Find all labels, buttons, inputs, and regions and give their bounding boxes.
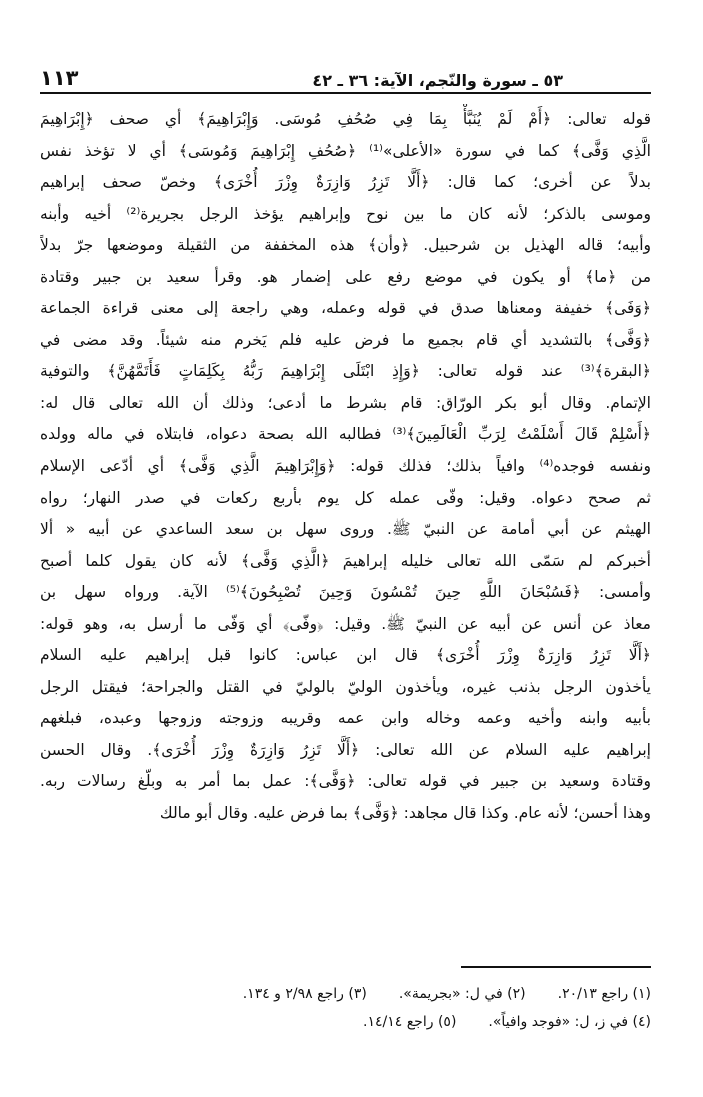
main-text xyxy=(40,104,651,830)
page-header xyxy=(40,60,651,90)
header-divider xyxy=(40,92,651,94)
text-line: ثم صحح دعواه. وقيل: وفّى عمله كل يوم بأربع ركعات في صدر النهار؛ رواه xyxy=(40,488,651,507)
footnote-3: (٣) راجع ٢/٩٨ و ١٣٤. xyxy=(242,986,367,1002)
text-line: الهيثم عن أبي أمامة عن النبيّ ﷺ. وروى سهل بن سعد الساعدي عن أبيه « ألا xyxy=(40,520,651,539)
footnote-divider xyxy=(461,966,651,968)
text-line: الإتمام. وقال أبو بكر الورّاق: قام بشرط ما أدعى؛ وذلك أن الله تعالى قال له: xyxy=(40,393,651,412)
text-line: وقتادة وسعيد بن جبير في قوله تعالى: ﴿وَفَّى﴾: عمل بما أمر به وبلّغ رسالات ربه. xyxy=(40,772,651,791)
text-line: من ﴿ما﴾ أو يكون في موضع رفع على إضمار هو. وقرأ سعيد بن جبير وقتادة xyxy=(40,267,651,286)
text-line: وأمسى: ﴿فَسُبْحَانَ اللَّهِ حِينَ تُمْسُونَ وَحِينَ تُصْبِحُونَ﴾⁽⁵⁾ الآية. ورواه سهل بن xyxy=(40,583,651,602)
text-line: يأخذون الرجل بذنب غيره، ويأخذون الوليّ بالوليّ في القتل والجراحة؛ فيقتل الرجل xyxy=(40,677,651,696)
footnote-row xyxy=(40,980,651,1008)
text-line: إبراهيم عليه السلام عن الله تعالى: ﴿أَلَّا تَزِرُ وَازِرَةٌ وِزْرَ أُخْرَى﴾. وقال الحسن xyxy=(40,740,651,759)
text-line: معاذ عن أنس عن أبيه عن النبيّ ﷺ. وقيل: ﴿وفّى﴾ أي وَفّى ما أرسل به، وهو قوله: xyxy=(40,614,651,633)
text-line: ﴿أَسْلِمْ قَالَ أَسْلَمْتُ لِرَبِّ الْعَالَمِينَ﴾⁽³⁾ فطالبه الله بصحة دعواه، فابتلاه في ماله وولده xyxy=(40,425,651,444)
text-line: ﴿وَفَّى﴾ بالتشديد أي قام بجميع ما فرض عليه فلم يَخرم منه شيئاً. وقد مضى في xyxy=(40,330,651,349)
text-line: ونفسه فوجده⁽⁴⁾ وافياً بذلك؛ فذلك قوله: ﴿وَإِبْرَاهِيمَ الَّذِي وَفَّى﴾ أي أدّعى الإسلام xyxy=(40,457,651,476)
text-line: الَّذِي وَفَّى﴾ كما في سورة «الأعلى»⁽¹⁾ ﴿صُحُفِ إِبْرَاهِيمَ وَمُوسَى﴾ أي لا تؤخذ نفس xyxy=(40,141,651,160)
text-line: وموسى بالذكر؛ لأنه كان ما بين نوح وإبراهيم يؤخذ الرجل بجريرة⁽²⁾ أخيه وأبنه xyxy=(40,204,651,223)
text-line: ﴿البقرة﴾⁽³⁾ عند قوله تعالى: ﴿وَإِذِ ابْتَلَى إِبْرَاهِيمَ رَبُّهُ بِكَلِمَاتٍ فَأَتَمَّهُنَّ﴾ والتوفية xyxy=(40,362,651,381)
page-number: ١١٣ xyxy=(40,66,79,90)
text-line: ﴿وَفَى﴾ خفيفة ومعناها صدق في قوله وعمله، وهي راجعة إلى معنى قراءة الجماعة xyxy=(40,299,651,318)
footnote-row xyxy=(40,1008,651,1036)
footnote-2: (٢) في ل: «بجريمة». xyxy=(398,986,526,1002)
running-title: ٥٣ ـ سورة والنّجم، الآية: ٣٦ ـ ٤٢ xyxy=(312,71,563,90)
footnote-5: (٥) راجع ١٤/١٤. xyxy=(363,1014,457,1030)
footnote-4: (٤) في ز، ل: «فوجد وافياً». xyxy=(488,1014,651,1030)
footnotes xyxy=(40,980,651,1036)
text-line: ﴿أَلَّا تَزِرُ وَازِرَةٌ وِزْرَ أُخْرَى﴾ قال ابن عباس: كانوا قبل إبراهيم عليه السلام xyxy=(40,646,651,665)
text-line: بدلاً عن أخرى؛ كما قال: ﴿أَلَّا تَزِرُ وَازِرَةٌ وِزْرَ أُخْرَى﴾ وخصّ صحف إبراهيم xyxy=(40,173,651,192)
text-line: أخبركم لم سَمّى الله تعالى خليله إبراهيمَ ﴿الَّذِي وَفَّى﴾ لأنه كان يقول كلما أصبح xyxy=(40,551,651,570)
text-line: بأبيه وابنه وأخيه وعمه وخاله وابن عمه وقريبه وزوجته وزوجها وعبده، فبلغهم xyxy=(40,709,651,728)
text-line: وهذا أحسن؛ لأنه عام. وكذا قال مجاهد: ﴿وَفَّى﴾ بما فرض عليه. وقال أبو مالك xyxy=(159,804,651,823)
text-line: وأبيه؛ قاله الهذيل بن شرحبيل. ﴿وأن﴾ هذه المخففة من الثقيلة وموضعها جرّ بدلاً xyxy=(40,236,651,255)
text-line: قوله تعالى: ﴿أَمْ لَمْ يُنَبَّأْ بِمَا فِي صُحُفِ مُوسَى. وَإِبْرَاهِيمَ﴾ أي صحف ﴿إِبْرَاهِيمَ xyxy=(40,110,651,128)
footnote-1: (١) راجع ٢٠/١٣. xyxy=(557,986,651,1002)
